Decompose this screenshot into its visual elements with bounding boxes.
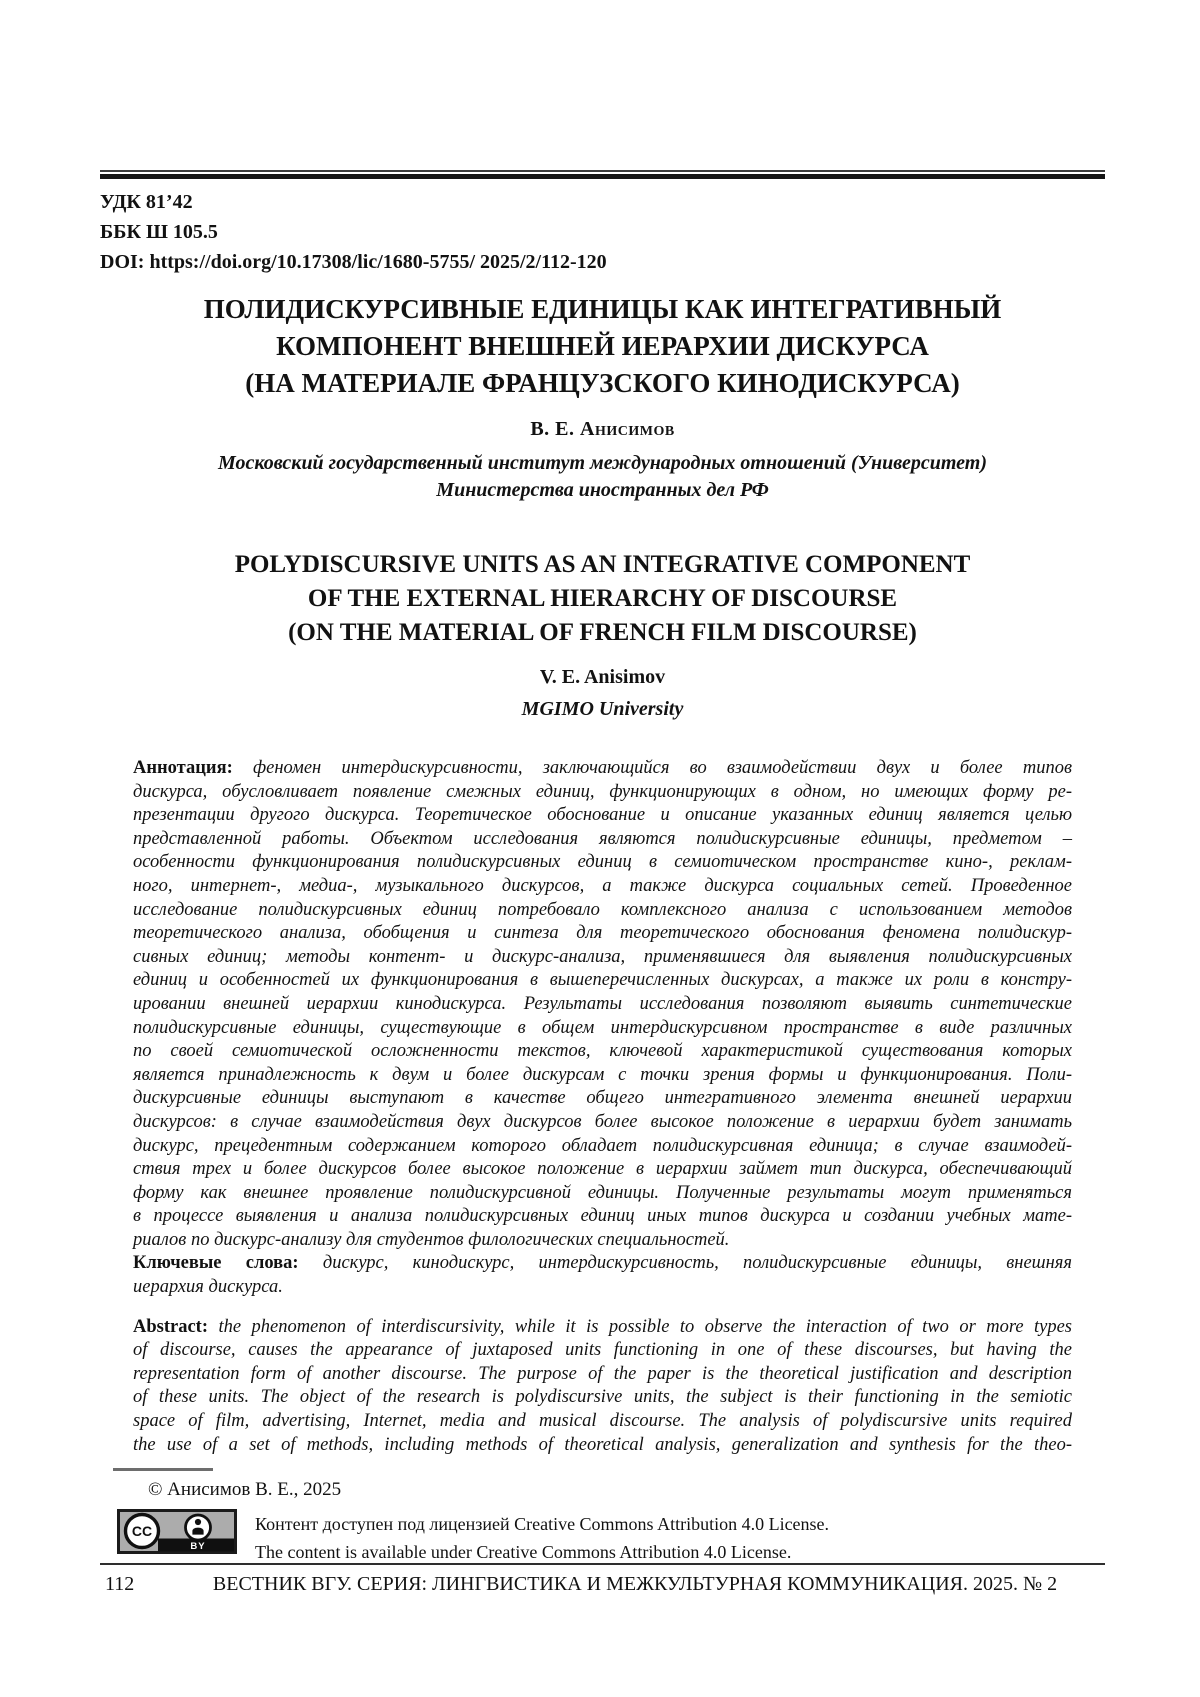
license-line-en: The content is available under Creative Commons Attribution 4.0 License. xyxy=(255,1542,792,1563)
abstract-en-label: Abstract: xyxy=(133,1316,209,1337)
article-title-en xyxy=(100,548,1105,650)
keywords-first-line xyxy=(133,1252,1072,1276)
affiliation-ru-line: Министерства иностранных дел РФ xyxy=(436,479,769,501)
article-meta-block xyxy=(100,187,1105,277)
abstract-ru-first-line xyxy=(133,757,1072,781)
abstract-ru-line: особенности функционирования полидискурсивных единиц в семиотическом пространстве кино-, реклам- xyxy=(133,852,1072,873)
abstract-ru-line: ного, интернет-, медиа-, музыкального дискурсов, а также дискурса социальных сетей. Проведенное xyxy=(133,875,1072,896)
abstract-en-line: representation form of another discourse. The purpose of the paper is the theoretical justification and description xyxy=(133,1363,1072,1384)
abstract-ru-line: дискурса, обусловливает появление смежных единиц, функционирующих в одном, но имеющих форму ре- xyxy=(133,781,1072,802)
abstract-ru-line: ствия трех и более дискурсов более высокое положение в иерархии займет тип дискурса, обеспечивающий xyxy=(133,1159,1072,1180)
abstract-ru-line: сивных единиц; методы контент- и дискурс-анализа, применявшиеся для выявления полидискурсивных xyxy=(133,946,1072,967)
abstract-en-line: the use of a set of methods, including methods of theoretical analysis, generalization and synthesis for the theo- xyxy=(133,1434,1072,1455)
abstract-en-line: space of film, advertising, Internet, media and musical discourse. The analysis of polydiscursive units required xyxy=(133,1411,1072,1432)
affiliation-ru xyxy=(100,450,1105,504)
article-title-ru xyxy=(100,291,1105,402)
abstract-ru-line: полидискурсивные единицы, существующие в общем интердискурсивном пространстве в виде различных xyxy=(133,1017,1072,1038)
cc-by-badge xyxy=(117,1509,237,1554)
abstract-en-line: of these units. The object of the research is polydiscursive units, the subject is their functioning in the semiotic xyxy=(133,1387,1072,1408)
article-title-en-line: (ON THE MATERIAL OF FRENCH FILM DISCOURSE) xyxy=(288,619,917,646)
abstract-ru-last-line: риалов по дискурс-анализу для студентов филологических специальностей. xyxy=(133,1229,730,1250)
page-footer xyxy=(100,1563,1105,1596)
author-name-ru: В. Е. Анисимов xyxy=(530,418,675,440)
abstract-ru-block xyxy=(133,757,1072,1300)
abstract-ru-line: дискурс, прецедентным содержанием которого обладает полидискурсивная единица; в случае взаимодей- xyxy=(133,1135,1072,1156)
abstract-en-first-line xyxy=(133,1316,1072,1340)
keywords-label: Ключевые слова: xyxy=(133,1253,299,1274)
abstract-ru-line: исследование полидискурсивных единиц потребовало комплексного анализа с использованием методов xyxy=(133,899,1072,920)
keywords-first-text: дискурс, кинодискурс, интердискурсивность, полидискурсивные единицы, внешняя xyxy=(322,1253,1073,1274)
footnote-rule xyxy=(113,1468,213,1471)
abstract-ru-line: ировании внешней иерархии кинодискурса. Результаты исследования позволяют выявить синтетические xyxy=(133,993,1072,1014)
abstract-en-block xyxy=(133,1316,1072,1458)
page-number: 112 xyxy=(105,1573,135,1595)
license-block xyxy=(100,1509,1105,1566)
affiliation-en: MGIMO University xyxy=(521,698,684,720)
article-title-en-line: POLYDISCURSIVE UNITS AS AN INTEGRATIVE COMPONENT xyxy=(234,551,971,578)
abstract-ru-line: единиц и особенностей их функционирования в вышеперечисленных дискурсах, а также их роли в констру- xyxy=(133,970,1072,991)
affiliation-ru-line: Московский государственный институт международных отношений (Университет) xyxy=(218,452,987,474)
article-title-ru-line: (НА МАТЕРИАЛЕ ФРАНЦУЗСКОГО КИНОДИСКУРСА) xyxy=(245,368,960,398)
person-icon-head xyxy=(195,1519,201,1525)
copyright-line: © Анисимов В. Е., 2025 xyxy=(148,1479,342,1501)
abstract-ru-line: представленной работы. Объектом исследования являются полидискурсивные единицы, предметом – xyxy=(133,828,1072,849)
article-title-ru-line: ПОЛИДИСКУРСИВНЫЕ ЕДИНИЦЫ КАК ИНТЕГРАТИВНЫЙ xyxy=(203,294,1002,324)
license-text xyxy=(255,1509,829,1566)
abstract-ru-line: дискурсивные единицы выступают в качестве общего интегративного элемента внешней иерархии xyxy=(133,1088,1072,1109)
abstract-ru-line: в процессе выявления и анализа полидискурсивных единиц иных типов дискурса и создании учебных мате- xyxy=(133,1206,1072,1227)
abstract-ru-line: является принадлежность к двум и более дискурсам с точки зрения формы и функционирования. Поли- xyxy=(133,1064,1072,1085)
article-title-ru-line: КОМПОНЕНТ ВНЕШНЕЙ ИЕРАРХИИ ДИСКУРСА xyxy=(276,331,929,361)
abstract-ru-label: Аннотация: xyxy=(133,758,233,778)
author-name-en: V. E. Anisimov xyxy=(539,666,666,688)
bbk-line: ББК Ш 105.5 xyxy=(100,221,218,243)
abstract-ru-line: по своей семиотической осложненности текстов, ключевой характеристикой существования которых xyxy=(133,1041,1072,1062)
abstract-en-line: of discourse, causes the appearance of juxtaposed units functioning in one of these discourses, but having the xyxy=(133,1340,1072,1361)
abstract-ru-line: форму как внешнее проявление полидискурсивной единицы. Полученные результаты могут применяться xyxy=(133,1182,1072,1203)
header-double-rule xyxy=(100,170,1105,179)
article-title-en-line: OF THE EXTERNAL HIERARCHY OF DISCOURSE xyxy=(307,585,898,612)
license-line-ru: Контент доступен под лицензией Creative Commons Attribution 4.0 License. xyxy=(255,1514,830,1535)
abstract-en-first-text: the phenomenon of interdiscursivity, while it is possible to observe the interaction of two or more types xyxy=(218,1316,1072,1337)
journal-title: ВЕСТНИК ВГУ. СЕРИЯ: ЛИНГВИСТИКА И МЕЖКУЛЬТУРНАЯ КОММУНИКАЦИЯ. 2025. № 2 xyxy=(212,1573,1058,1595)
doi-line[interactable]: DOI: https://doi.org/10.17308/lic/1680-5755/ 2025/2/112-120 xyxy=(100,251,607,273)
abstract-ru-first-text: феномен интердискурсивности, заключающийся во взаимодействии двух и более типов xyxy=(252,758,1073,778)
keywords-last-line: иерархия дискурса. xyxy=(133,1277,283,1298)
person-icon-body xyxy=(192,1528,203,1535)
abstract-ru-body xyxy=(133,781,1072,1229)
udc-line: УДК 81’42 xyxy=(100,191,193,213)
abstract-ru-line: презентации другого дискурса. Теоретическое обоснование и описание указанных единиц является целью xyxy=(133,805,1072,826)
abstract-en-body xyxy=(133,1339,1072,1457)
by-label: BY xyxy=(190,1541,206,1553)
cc-icon-label: CC xyxy=(131,1523,153,1540)
person-icon xyxy=(186,1515,211,1540)
abstract-ru-line: дискурсов: в случае взаимодействия двух дискурсов более высокое положение в иерархии будет занимать xyxy=(133,1111,1072,1132)
page-content xyxy=(100,170,1105,1566)
abstract-ru-line: теоретического анализа, обобщения и синтеза для теоретического обоснования феномена полидискур- xyxy=(133,923,1072,944)
